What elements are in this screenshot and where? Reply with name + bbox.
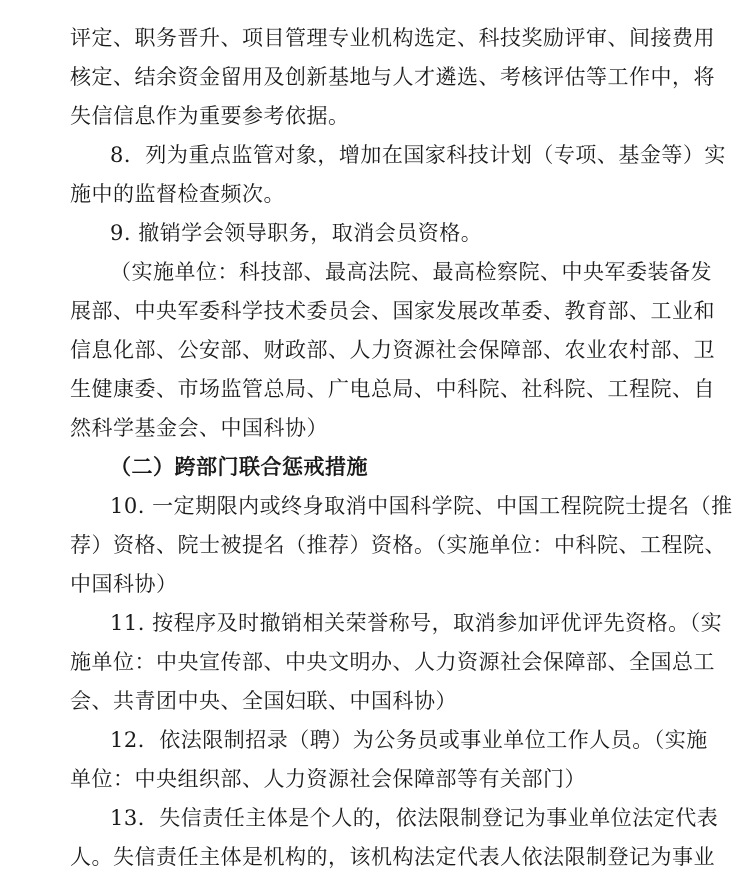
- list-item-9-line: 9. 撤销学会领导职务，取消会员资格。: [110, 221, 483, 245]
- list-item-11-line: 施单位：中央宣传部、中央文明办、人力资源社会保障部、全国总工: [70, 650, 715, 674]
- list-item-12-line: 单位：中央组织部、人力资源社会保障部等有关部门）: [70, 767, 586, 791]
- body-text-line: 失信信息作为重要参考依据。: [70, 104, 350, 128]
- list-item-10-line: 中国科协）: [70, 572, 178, 596]
- list-item-11-line: 11. 按程序及时撤销相关荣誉称号，取消参加评优评先资格。（实: [110, 611, 723, 635]
- list-item-11-line: 会、共青团中央、全国妇联、中国科协）: [70, 689, 457, 713]
- implementing-units-line: 信息化部、公安部、财政部、人力资源社会保障部、农业农村部、卫: [70, 338, 715, 362]
- list-item-13-line: 13．失信责任主体是个人的，依法限制登记为事业单位法定代表: [110, 806, 719, 830]
- implementing-units-line: 生健康委、市场监管总局、广电总局、中科院、社科院、工程院、自: [70, 377, 715, 401]
- implementing-units-line: （实施单位：科技部、最高法院、最高检察院、中央军委装备发: [110, 260, 712, 284]
- list-item-10-line: 10. 一定期限内或终身取消中国科学院、中国工程院院士提名（推: [110, 494, 733, 518]
- list-item-8-line: 8．列为重点监管对象，增加在国家科技计划（专项、基金等）实: [110, 143, 726, 167]
- list-item-12-line: 12．依法限制招录（聘）为公务员或事业单位工作人员。（实施: [110, 728, 708, 752]
- section-heading: （二）跨部门联合惩戒措施: [110, 455, 368, 479]
- list-item-10-line: 荐）资格、院士被提名（推荐）资格。（实施单位：中科院、工程院、: [70, 533, 726, 557]
- list-item-13-line: 人。失信责任主体是机构的，该机构法定代表人依法限制登记为事业: [70, 845, 715, 869]
- list-item-8-line: 施中的监督检查频次。: [70, 182, 285, 206]
- implementing-units-line: 展部、中央军委科学技术委员会、国家发展改革委、教育部、工业和: [70, 299, 715, 323]
- implementing-units-line: 然科学基金会、中国科协）: [70, 416, 328, 440]
- body-text-line: 核定、结余资金留用及创新基地与人才遴选、考核评估等工作中，将: [70, 65, 715, 89]
- body-text-line: 评定、职务晋升、项目管理专业机构选定、科技奖励评审、间接费用: [70, 26, 715, 50]
